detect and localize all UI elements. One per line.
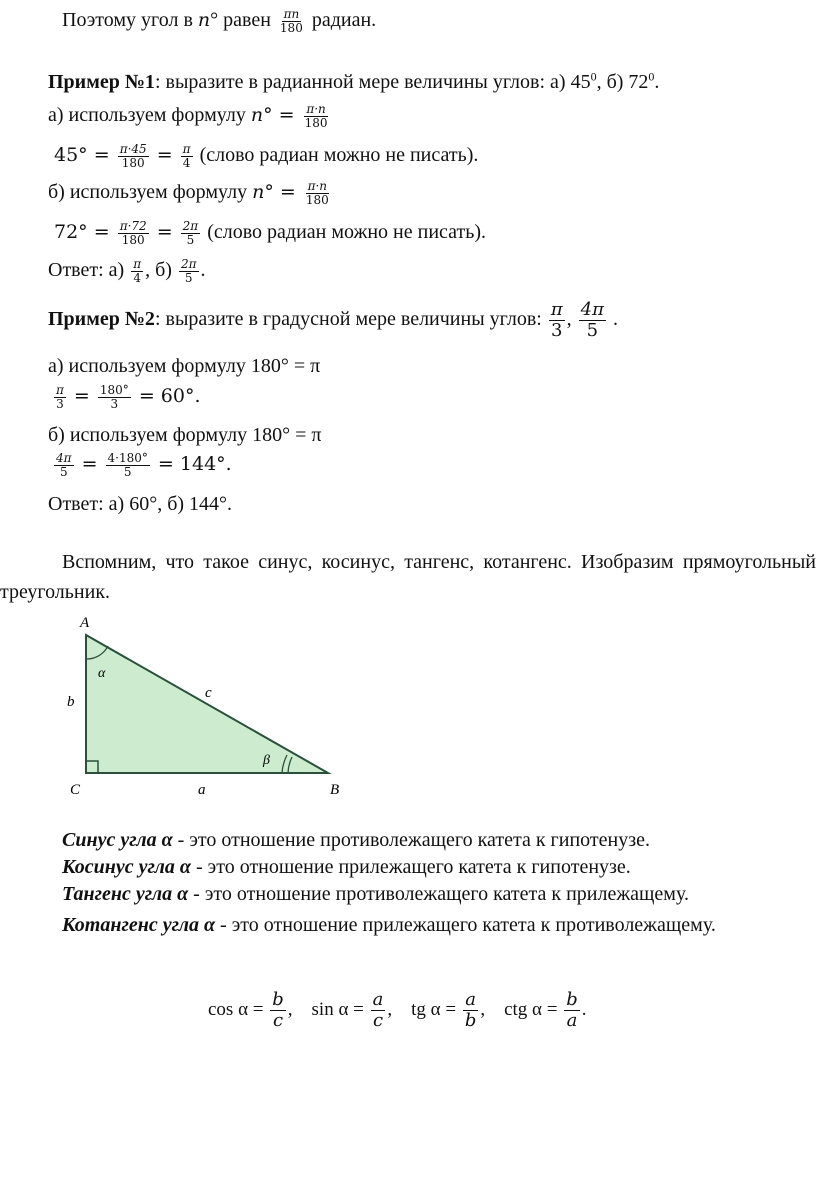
ex1-b-calc xyxy=(54,220,486,247)
fraction-num: π xyxy=(550,299,563,320)
fraction-den: a xyxy=(566,1010,578,1031)
fraction-den: c xyxy=(272,1010,284,1031)
ex1-a-intro xyxy=(48,103,331,130)
ex1-heading xyxy=(48,69,660,93)
sin-lhs: sin α = xyxy=(311,998,369,1020)
def-tangent xyxy=(62,884,689,904)
fraction-num: b xyxy=(566,989,578,1010)
fraction-den: 3 xyxy=(110,397,119,411)
fraction-den: 5 xyxy=(123,465,132,479)
fraction-num: π xyxy=(56,383,64,397)
vertex-a-label: A xyxy=(80,615,90,631)
fraction-num: π xyxy=(182,142,191,156)
ex1-b-intro xyxy=(48,180,333,207)
intro-line xyxy=(62,8,376,35)
fraction-den: 180 xyxy=(305,193,329,207)
tg-fraction xyxy=(463,990,479,1031)
fraction-den: c xyxy=(372,1010,384,1031)
side-a-label: a xyxy=(198,782,206,798)
ex2-task: : выразите в градусной мере величины углов: xyxy=(154,308,547,331)
fraction-num: a xyxy=(372,989,384,1010)
def-term: Тангенс угла α xyxy=(62,883,189,905)
ex2-a-intro-text: а) используем формулу 180° = π xyxy=(48,355,321,377)
answer-fraction-a xyxy=(131,258,143,285)
fraction-num: a xyxy=(465,989,476,1010)
recall-text: Вспомним, что такое синус, косинус, тангенс, котангенс. Изобразим прямоугольный треугольник. xyxy=(0,551,816,603)
ex2-a-calc xyxy=(52,384,201,411)
calc-eq: = xyxy=(75,453,104,476)
side-b-label: b xyxy=(67,694,75,710)
side-c-label: c xyxy=(205,685,212,701)
fraction-den: 180 xyxy=(121,156,145,170)
fraction-num: 2π xyxy=(182,219,199,233)
ex2-title: Пример №2 xyxy=(48,308,155,331)
calc-result: = 144°. xyxy=(151,453,232,476)
task-fraction-2 xyxy=(579,300,606,341)
ex1-a-intro-text: а) используем формулу xyxy=(48,104,251,127)
def-term: Синус угла α xyxy=(62,829,173,851)
ex1-answer xyxy=(48,258,206,285)
intro-text-3: радиан. xyxy=(306,9,377,32)
fraction-den: b xyxy=(464,1010,477,1031)
tg-lhs: tg α = xyxy=(411,998,461,1020)
formula-fraction xyxy=(303,103,330,130)
ex1-sup1: 0 xyxy=(590,69,597,84)
ex2-b-calc xyxy=(52,452,232,479)
vertex-c-label: C xyxy=(70,782,81,798)
ex1-mid: , б) 72 xyxy=(596,71,649,93)
ex2-b-intro xyxy=(48,425,322,445)
answer-fraction-b xyxy=(179,258,199,285)
calc-fraction-2 xyxy=(98,384,131,411)
fraction-den: 4 xyxy=(182,156,191,170)
sin-fraction xyxy=(371,990,386,1031)
def-text: - это отношение прилежащего катета к гипотенузе. xyxy=(190,856,631,878)
angle-alpha-label: α xyxy=(98,666,106,681)
intro-text-2: ° равен xyxy=(210,9,276,32)
calc-lhs: 45° = xyxy=(54,144,116,167)
formula-lhs: n° = xyxy=(250,104,301,127)
ctg-lhs: ctg α = xyxy=(504,998,563,1020)
fraction-den: 5 xyxy=(59,465,68,479)
ex1-sup2: 0 xyxy=(648,69,655,84)
ex1-a-calc xyxy=(54,143,478,170)
fraction-num: π xyxy=(133,257,142,271)
calc-fraction-1 xyxy=(118,220,149,247)
ex2-heading xyxy=(48,300,618,341)
calc-result: = 60°. xyxy=(132,385,201,408)
fraction-den: 5 xyxy=(586,320,599,341)
fraction-num: 4π xyxy=(580,299,604,320)
intro-fraction xyxy=(278,8,305,35)
calc-fraction-2 xyxy=(181,220,201,247)
ex2-b-intro-text: б) используем формулу 180° = π xyxy=(48,424,322,446)
task-fraction-1 xyxy=(549,300,565,341)
fraction-den: 3 xyxy=(56,397,64,411)
formula-sep: , xyxy=(387,998,393,1020)
formula-sep: , xyxy=(287,998,293,1020)
fraction-den: 5 xyxy=(186,233,195,247)
answer-text: Ответ: а) 60°, б) 144°. xyxy=(48,493,233,515)
fraction-num: πn xyxy=(283,7,300,21)
fraction-num: 180° xyxy=(99,383,129,397)
fraction-num: π·n xyxy=(307,179,328,193)
ex1-b-intro-text: б) используем формулу xyxy=(48,181,253,204)
def-cosine xyxy=(62,857,631,877)
def-text: - это отношение прилежащего катета к противолежащему. xyxy=(215,914,716,936)
def-text: - это отношение противолежащего катета к гипотенузе. xyxy=(172,829,650,851)
ex2-a-intro xyxy=(48,356,320,376)
calc-note: (слово радиан можно не писать). xyxy=(202,221,487,244)
calc-fraction-1 xyxy=(54,452,74,479)
angle-beta-label: β xyxy=(263,753,270,768)
calc-eq: = xyxy=(150,221,179,244)
answer-end: . xyxy=(200,259,206,282)
recall-paragraph xyxy=(0,547,816,607)
ex1-task: : выразите в радианной мере величины углов: а) 45 xyxy=(154,71,591,93)
def-sine xyxy=(62,830,650,850)
triangle-fill xyxy=(86,635,328,773)
fraction-den: 180 xyxy=(279,21,303,35)
cos-lhs: cos α = xyxy=(208,998,269,1020)
vertex-b-label: B xyxy=(330,782,340,798)
calc-fraction-2 xyxy=(181,143,193,170)
fraction-num: b xyxy=(272,989,284,1010)
ex1-end: . xyxy=(654,71,660,93)
def-text: - это отношение противолежащего катета к прилежащему. xyxy=(188,883,689,905)
fraction-den: 3 xyxy=(551,320,563,341)
fraction-num: 4π xyxy=(56,451,72,465)
fraction-den: 180 xyxy=(304,116,328,130)
formula-sep: , xyxy=(480,998,486,1020)
def-term: Косинус угла α xyxy=(62,856,191,878)
fraction-num: 2π xyxy=(180,257,197,271)
task-end: . xyxy=(607,308,618,331)
ctg-fraction xyxy=(564,990,580,1031)
right-triangle-figure xyxy=(60,605,360,805)
formula-fraction xyxy=(304,180,331,207)
trig-formulas xyxy=(208,990,587,1031)
def-cotangent xyxy=(0,911,816,939)
fraction-num: π·n xyxy=(306,102,326,116)
calc-eq: = xyxy=(150,144,179,167)
answer-label: Ответ: а) xyxy=(48,259,130,282)
intro-n: n xyxy=(197,9,211,32)
fraction-num: 4·180° xyxy=(107,451,148,465)
calc-lhs: 72° = xyxy=(54,221,116,244)
fraction-den: 4 xyxy=(133,271,141,285)
task-sep: , xyxy=(566,308,577,331)
ex1-title: Пример №1 xyxy=(48,71,155,93)
def-term: Котангенс угла α xyxy=(62,914,216,936)
cos-fraction xyxy=(270,990,286,1031)
fraction-den: 180 xyxy=(121,233,145,247)
calc-fraction-2 xyxy=(106,452,150,479)
fraction-den: 5 xyxy=(184,271,193,285)
formula-lhs: n° = xyxy=(252,181,302,204)
answer-sep: , б) xyxy=(145,259,177,282)
calc-fraction-1 xyxy=(54,384,66,411)
fraction-num: π·45 xyxy=(119,142,147,156)
fraction-num: π·72 xyxy=(119,219,147,233)
ex2-answer xyxy=(48,494,232,514)
calc-fraction-1 xyxy=(118,143,149,170)
intro-text: Поэтому угол в xyxy=(62,9,198,32)
calc-note: (слово радиан можно не писать). xyxy=(194,144,479,167)
calc-eq: = xyxy=(67,385,96,408)
formula-end: . xyxy=(581,998,587,1020)
